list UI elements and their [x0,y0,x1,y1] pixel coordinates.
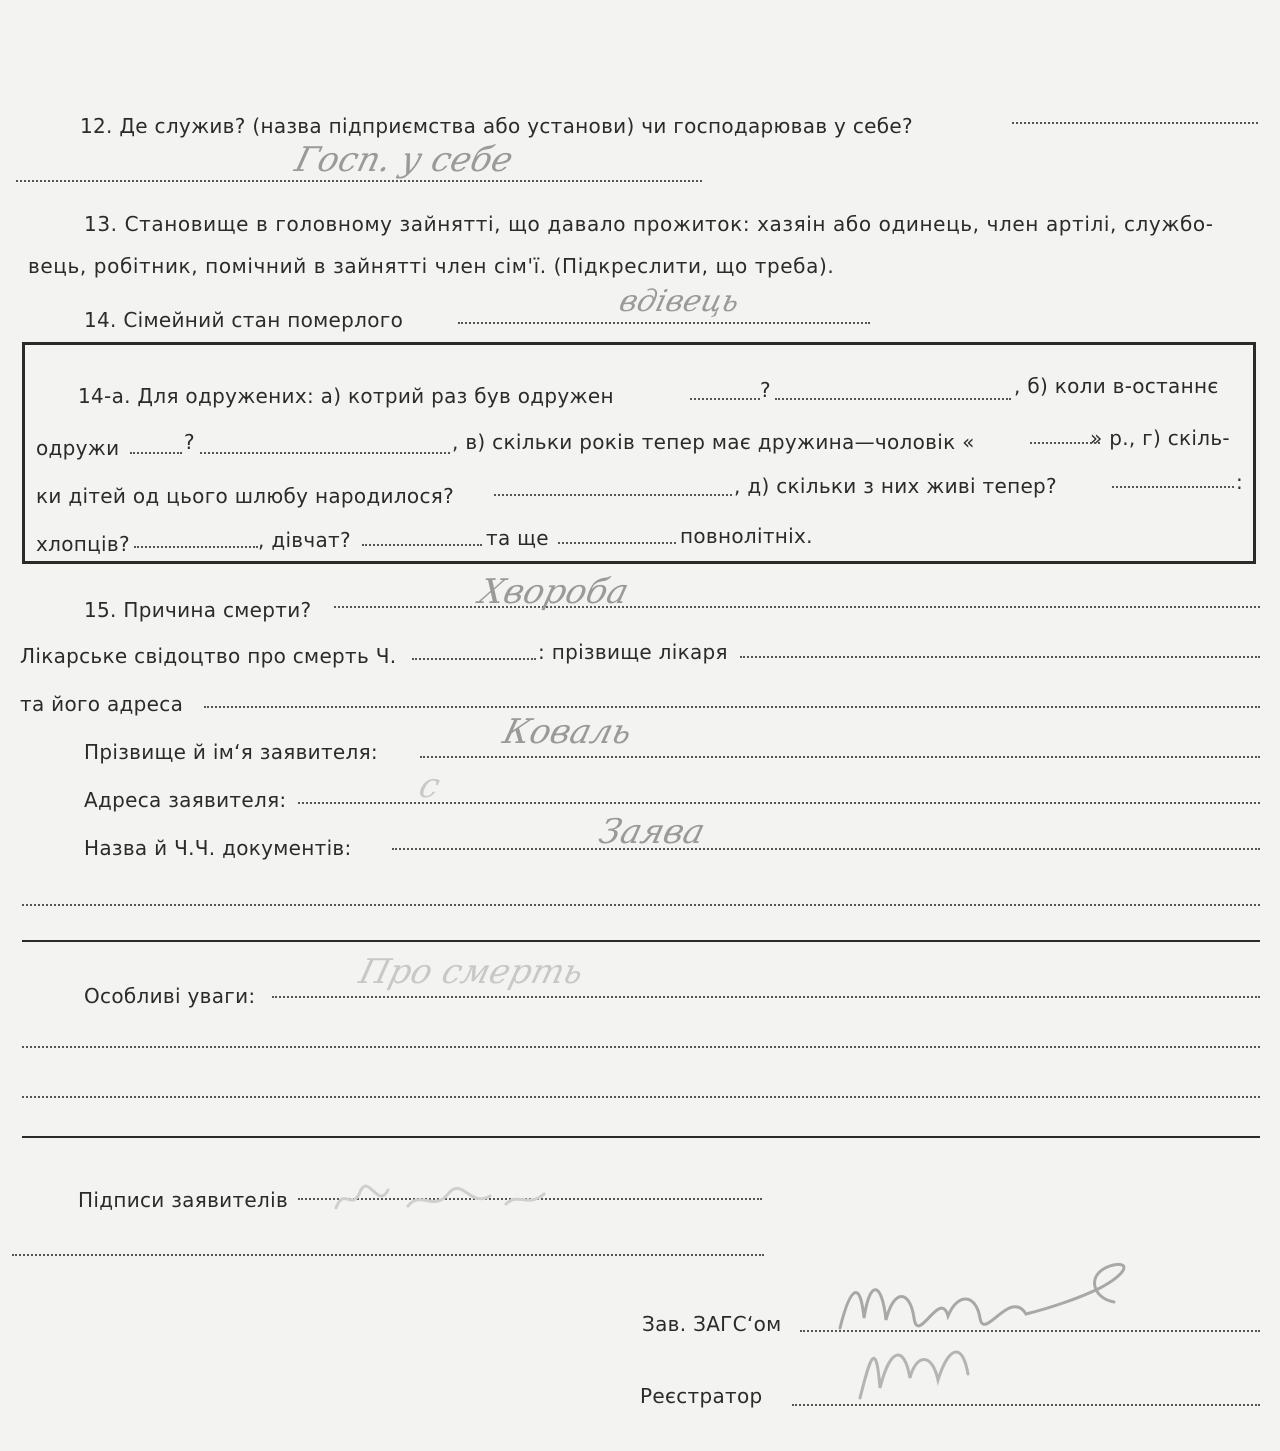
item-14-label: 14. Сімейний стан померлого [84,308,404,332]
applicant-name-handwritten: Коваль [499,712,637,752]
section-divider-1 [22,940,1260,942]
item-14a-marriage-count-label: 14-а. Для одружених: а) котрий раз був одружен [78,384,614,408]
applicant-name-label: Прізвище й ім‘я заявителя: [84,740,378,764]
doctor-address-label: та його адреса [20,692,184,716]
item-14a-children-label-start: » р., г) скіль- [1090,426,1230,450]
applicant-signature-mark [330,1172,570,1222]
remarks-field-line-1 [272,996,1260,998]
item-14a-spouse-age-label: , в) скільки років тепер має дружина—чоловік « [452,430,975,454]
item-14a-married-label: одружи [36,436,120,460]
item-12-label: 12. Де служив? (назва підприємства або установи) чи господарював у себе? [80,114,913,138]
documents-field [392,848,1260,850]
medical-certificate-number-field [412,658,536,660]
registrar-label: Реєстратор [640,1384,763,1408]
item-14-field-line [458,322,870,324]
item-14-handwritten-answer: вдівець [615,284,744,319]
medical-certificate-label: Лікарське свідоцтво про смерть Ч. [20,644,397,668]
registrar-signature-mark [840,1318,1000,1408]
item-12-field-line [1012,122,1258,124]
item-14a-children-alive-field [1112,486,1234,488]
doctor-address-field [204,706,1260,708]
item-14a-married-field-2 [200,452,450,454]
remarks-field-line-3 [22,1096,1260,1098]
item-14a-girls-field [362,544,482,546]
item-14a-question-mark-1: ? [760,378,771,402]
item-14a-colon: : [1236,470,1244,494]
item-14a-plus-label: та ще [486,526,549,550]
item-14a-children-born-field [494,494,732,496]
item-14a-adults-field [558,542,676,544]
remarks-label: Особливі уваги: [84,984,256,1008]
item-14a-last-marriage-label: , б) коли в-останнє [1014,374,1219,398]
applicant-address-handwritten: с [415,766,445,806]
remarks-handwritten: Про смерть [355,952,588,992]
item-12-answer-line [16,180,702,182]
item-14a-girls-label: , дівчат? [258,528,351,552]
item-14a-boys-label: хлопців? [36,532,130,556]
documents-handwritten: Заява [595,812,710,852]
item-14a-children-alive-label: , д) скільки з них живі тепер? [734,474,1057,498]
doctor-surname-field [740,656,1260,658]
applicant-address-field [298,802,1260,804]
item-15-field-line [334,606,1260,608]
applicant-address-label: Адреса заявителя: [84,788,287,812]
item-12-handwritten-answer: Госп. у себе [291,140,518,180]
applicant-signatures-label: Підписи заявителів [78,1188,289,1212]
extra-line-1 [22,904,1260,906]
registry-head-label: Зав. ЗАГС‘ом [642,1312,782,1336]
item-14a-boys-field [134,546,258,548]
item-14a-question-mark-2: ? [184,430,195,454]
item-14a-children-born-label: ки дітей од цього шлюбу народилося? [36,484,454,508]
item-14a-married-field [130,452,182,454]
item-13-label-line-1: 13. Становище в головному зайнятті, що давало прожиток: хазяін або одинець, член артілі, службо- [84,212,1214,236]
item-15-label: 15. Причина смерти? [84,598,312,622]
item-15-handwritten-answer: Хвороба [475,572,633,612]
remarks-field-line-2 [22,1046,1260,1048]
doctor-surname-label: : прізвище лікаря [538,640,728,664]
item-13-label-line-2: вець, робітник, помічний в зайнятті член сім'ї. (Підкреслити, що треба). [28,254,835,278]
item-14a-marriage-count-field [690,398,760,400]
item-14a-adults-label: повнолітніх. [680,524,813,548]
applicant-name-field [420,756,1260,758]
item-14a-marriage-count-field-2 [775,398,1011,400]
documents-label: Назва й Ч.Ч. документів: [84,836,352,860]
applicant-signatures-field-2 [12,1254,764,1256]
section-divider-2 [22,1136,1260,1138]
